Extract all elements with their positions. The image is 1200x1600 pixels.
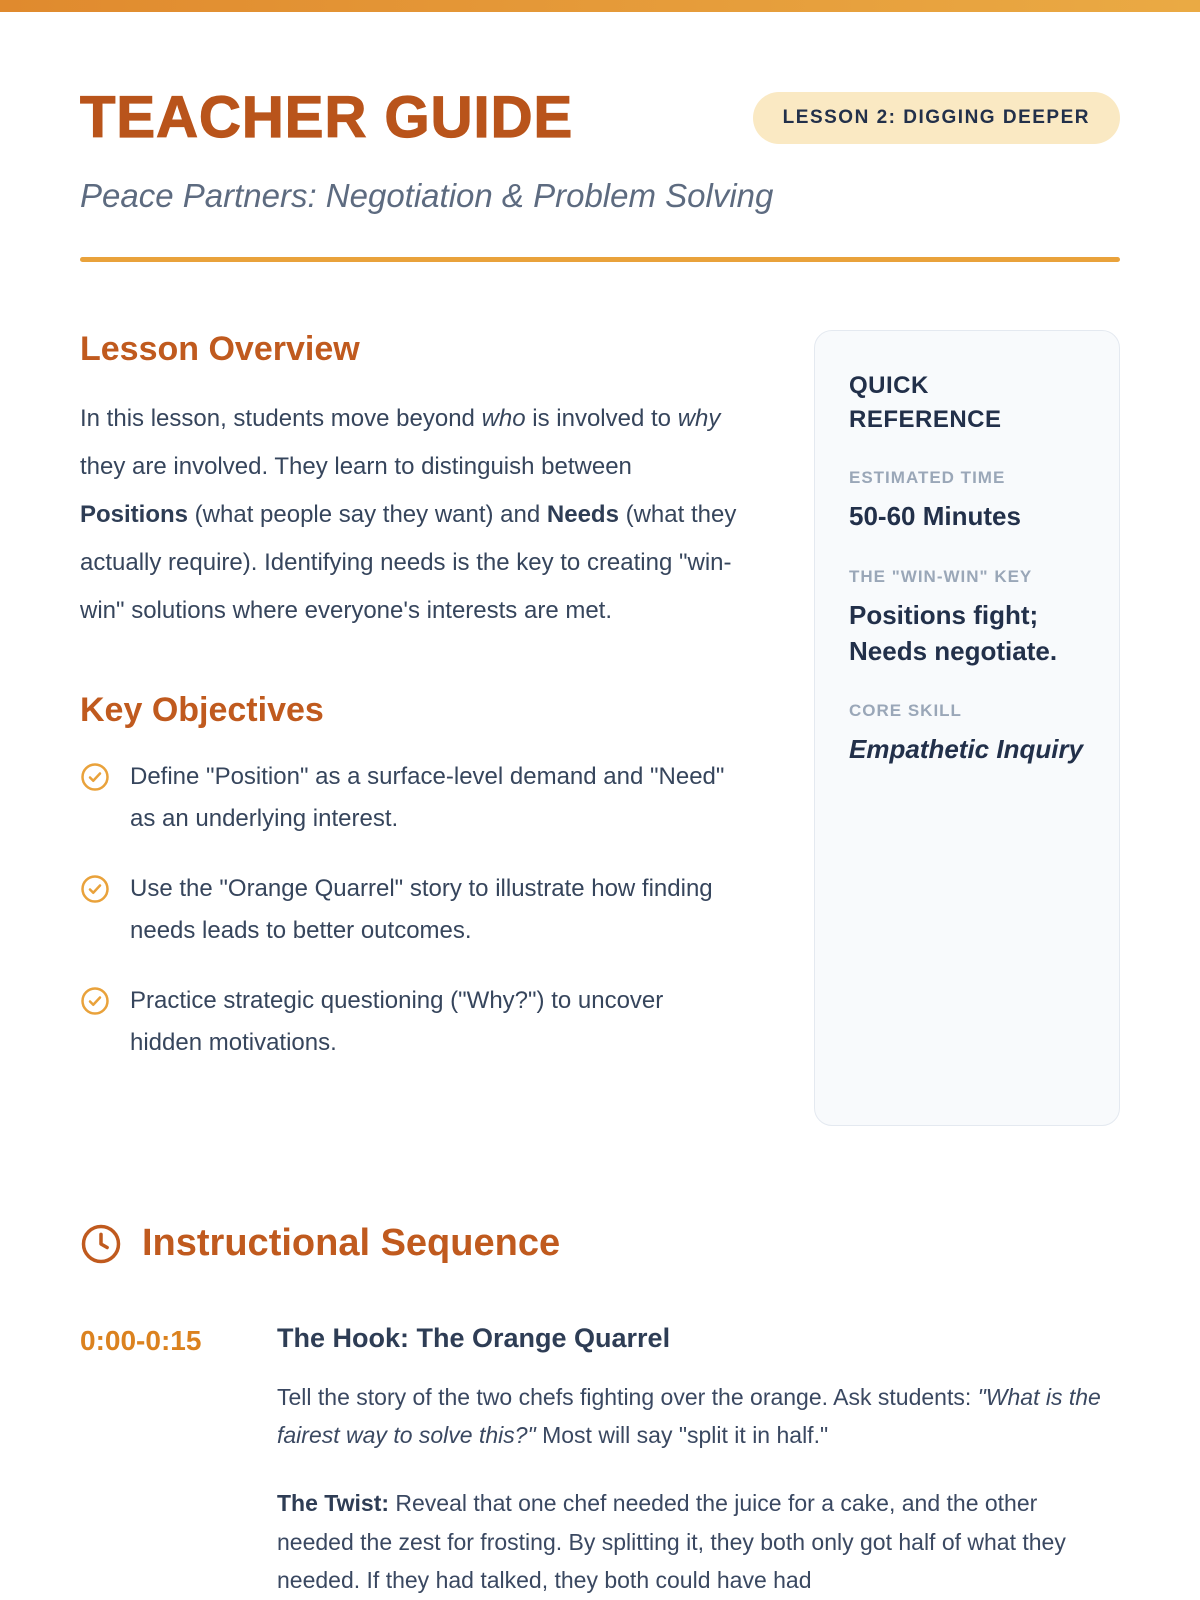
quick-reference-card (814, 330, 1120, 1126)
overview-text: (what people say they want) and (188, 501, 547, 528)
sequence-text-italic: "What is the fairest way to solve this?" (277, 1384, 1101, 1449)
overview-text-bold: Positions (80, 501, 189, 528)
objective-item (80, 980, 740, 1064)
card-section-label: ESTIMATED TIME (849, 468, 1006, 488)
objective-text: Use the "Orange Quarrel" story to illustrate how finding needs leads to better outcomes. (130, 875, 713, 944)
sequence-content (277, 1323, 1120, 1600)
objectives-list (80, 756, 740, 1064)
card-section-estimated-time (849, 468, 1085, 534)
card-section-label: CORE SKILL (849, 701, 962, 721)
lesson-overview-heading: Lesson Overview (80, 330, 360, 368)
header (80, 84, 1120, 151)
overview-text: they are involved. They learn to distinguish between (80, 453, 632, 480)
card-section-value: Empathetic Inquiry (849, 734, 1084, 765)
objective-item (80, 756, 740, 840)
lesson-overview-paragraph (80, 395, 740, 635)
check-circle-icon (80, 980, 110, 1021)
page-container (0, 84, 1200, 1600)
clock-icon (80, 1223, 122, 1265)
sequence-step-title: The Hook: The Orange Quarrel (277, 1323, 671, 1353)
objective-item (80, 868, 740, 952)
course-subtitle: Peace Partners: Negotiation & Problem Solving (80, 177, 774, 214)
overview-text-bold: Needs (546, 501, 619, 528)
key-objectives-heading: Key Objectives (80, 691, 324, 729)
sequence-paragraph-2 (277, 1484, 1120, 1599)
card-section-value: Positions fight; Needs negotiate. (849, 599, 1058, 666)
overview-text-italic: why (677, 405, 721, 432)
overview-text: In this lesson, students move beyond (80, 405, 482, 432)
check-circle-icon (80, 756, 110, 797)
page-top-accent-bar (0, 0, 1200, 12)
lesson-badge: LESSON 2: DIGGING DEEPER (753, 92, 1120, 144)
quick-reference-title: QUICK REFERENCE (849, 372, 1002, 433)
sequence-text: Most will say "split it in half." (535, 1422, 829, 1449)
card-section-win-win-key (849, 567, 1085, 670)
overview-text: is involved to (525, 405, 678, 432)
sequence-item (80, 1323, 1120, 1600)
instructional-sequence-heading-text: Instructional Sequence (142, 1222, 561, 1264)
sequence-paragraph-1 (277, 1378, 1120, 1454)
instructional-sequence-heading (80, 1222, 1120, 1265)
card-section-label: THE "WIN-WIN" KEY (849, 566, 1033, 586)
card-section-core-skill (849, 701, 1085, 767)
card-section-value: 50-60 Minutes (849, 501, 1021, 532)
overview-text-italic: who (481, 405, 526, 432)
page-title: TEACHER GUIDE (80, 85, 574, 150)
objective-text: Define "Position" as a surface-level demand and "Need" as an underlying interest. (130, 763, 725, 832)
header-divider (80, 257, 1120, 262)
overview-text: (what they actually require). Identifying needs is the key to creating "win-win" solutions where everyone's interests are met. (80, 501, 737, 624)
sequence-time: 0:00-0:15 (80, 1325, 202, 1356)
sequence-text: Tell the story of the two chefs fighting over the orange. Ask students: (277, 1384, 978, 1410)
objective-text: Practice strategic questioning ("Why?") to uncover hidden motivations. (130, 987, 664, 1056)
check-circle-icon (80, 868, 110, 909)
content-columns (80, 330, 1120, 1126)
sequence-text-bold: The Twist: (277, 1490, 390, 1517)
main-column (80, 330, 740, 1126)
sequence-text: Reveal that one chef needed the juice for a cake, and the other needed the zest for frosting. By splitting it, they both only got half of what they needed. If they had talked, they both could have had (277, 1490, 1066, 1593)
